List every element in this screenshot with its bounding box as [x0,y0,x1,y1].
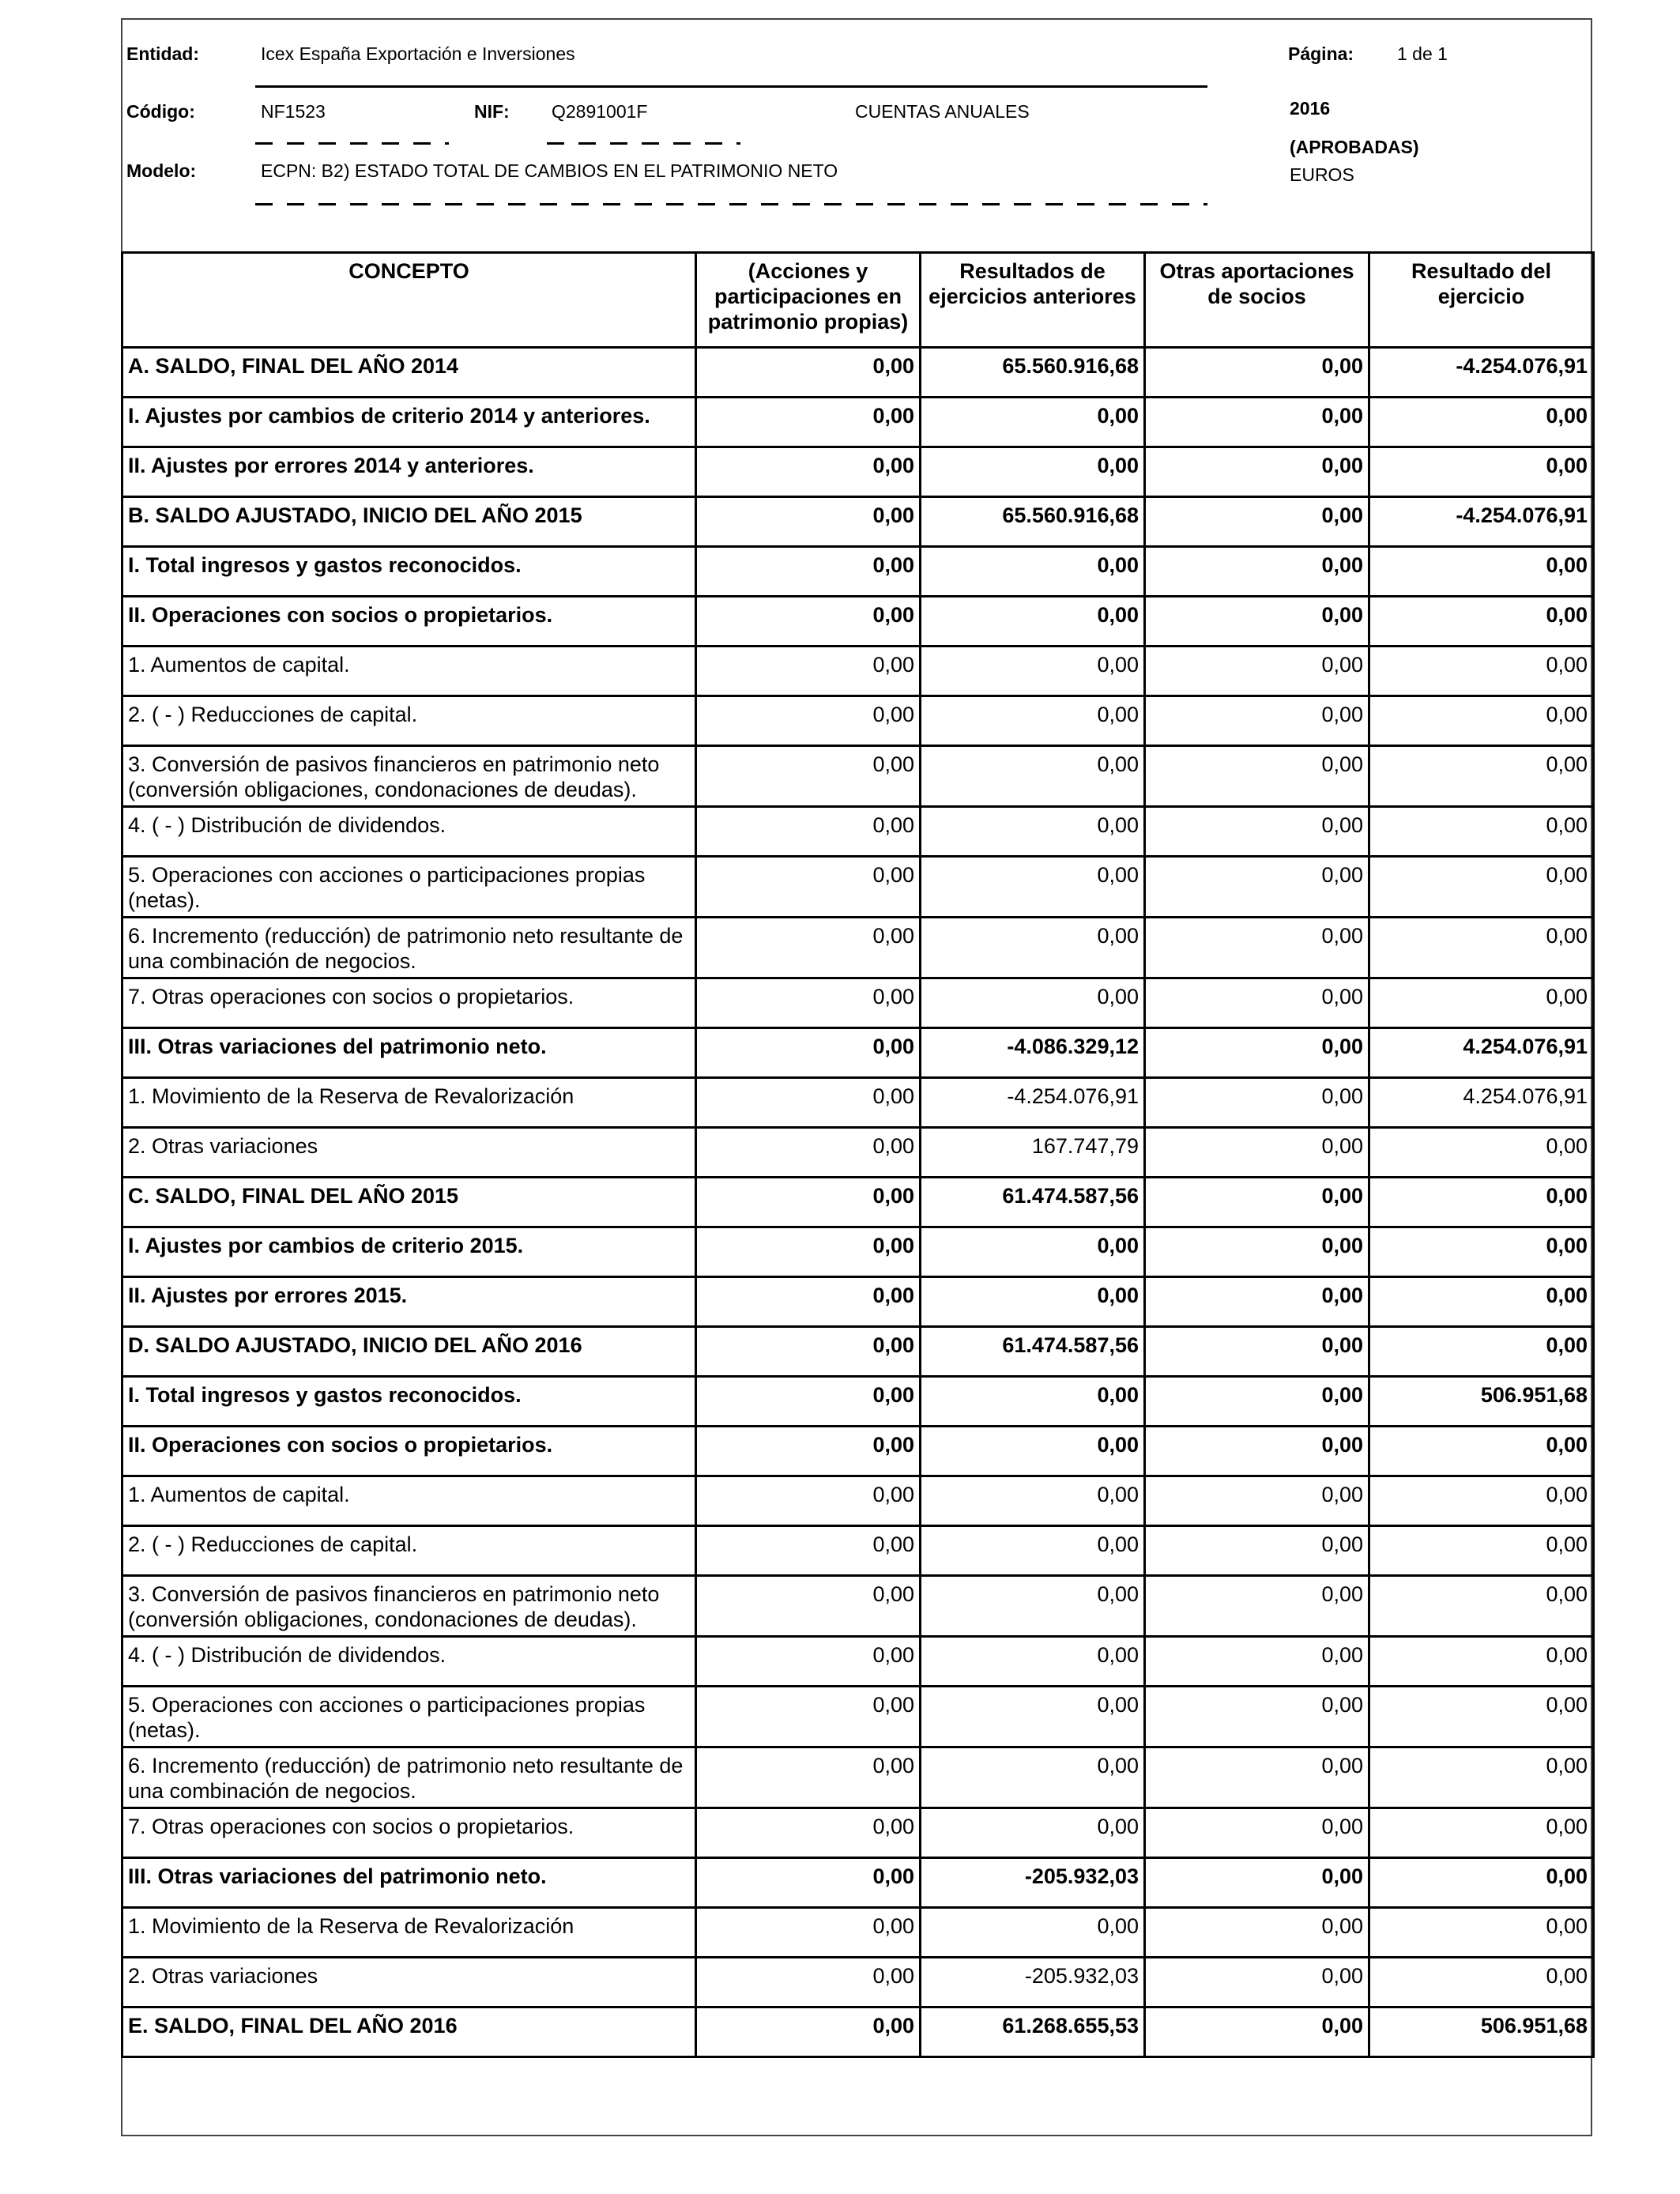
resultado-ejercicio-cell: -4.254.076,91 [1369,497,1594,547]
concepto-cell: 7. Otras operaciones con socios o propietarios. [122,978,696,1028]
acciones-cell: 0,00 [696,398,921,447]
pagina-value: 1 de 1 [1397,43,1448,64]
otras-aportaciones-cell: 0,00 [1145,696,1369,746]
table-row [122,348,1594,398]
otras-aportaciones-cell: 0,00 [1145,2007,1369,2057]
table-row [122,447,1594,497]
concepto-cell: D. SALDO AJUSTADO, INICIO DEL AÑO 2016 [122,1327,696,1377]
resultados-anteriores-cell: 0,00 [921,807,1145,857]
otras-aportaciones-cell: 0,00 [1145,1858,1369,1908]
table-row [122,1028,1594,1078]
table-row [122,547,1594,597]
resultado-ejercicio-cell: 0,00 [1369,918,1594,978]
concepto-cell: III. Otras variaciones del patrimonio neto. [122,1028,696,1078]
otras-aportaciones-cell: 0,00 [1145,1128,1369,1178]
resultado-ejercicio-cell: 0,00 [1369,1476,1594,1526]
acciones-cell: 0,00 [696,1576,921,1637]
resultados-anteriores-cell: 0,00 [921,1526,1145,1576]
otras-aportaciones-cell: 0,00 [1145,857,1369,918]
resultados-anteriores-cell: 0,00 [921,857,1145,918]
resultados-anteriores-cell: 0,00 [921,1687,1145,1747]
table-row [122,1747,1594,1808]
table-row [122,1476,1594,1526]
acciones-cell: 0,00 [696,1078,921,1128]
table-row [122,696,1594,746]
resultado-ejercicio-cell: 0,00 [1369,447,1594,497]
resultado-ejercicio-cell: 0,00 [1369,1427,1594,1476]
acciones-cell: 0,00 [696,1178,921,1227]
header-otras-aportaciones: Otras aportaciones de socios [1145,253,1369,348]
resultados-anteriores-cell: 61.268.655,53 [921,2007,1145,2057]
concepto-cell: 2. Otras variaciones [122,1128,696,1178]
concepto-cell: 6. Incremento (reducción) de patrimonio neto resultante de una combinación de negocios. [122,918,696,978]
acciones-cell: 0,00 [696,1637,921,1687]
acciones-cell: 0,00 [696,1476,921,1526]
concepto-cell: 6. Incremento (reducción) de patrimonio neto resultante de una combinación de negocios. [122,1747,696,1808]
resultados-anteriores-cell: -205.932,03 [921,1958,1145,2007]
resultados-anteriores-cell: 0,00 [921,746,1145,807]
codigo-label: Código: [126,101,195,122]
table-row [122,1526,1594,1576]
resultado-ejercicio-cell: 0,00 [1369,978,1594,1028]
acciones-cell: 0,00 [696,857,921,918]
otras-aportaciones-cell: 0,00 [1145,918,1369,978]
otras-aportaciones-cell: 0,00 [1145,1427,1369,1476]
resultados-anteriores-cell: 0,00 [921,1808,1145,1858]
otras-aportaciones-cell: 0,00 [1145,1747,1369,1808]
otras-aportaciones-cell: 0,00 [1145,1277,1369,1327]
resultado-ejercicio-cell: 4.254.076,91 [1369,1028,1594,1078]
acciones-cell: 0,00 [696,647,921,696]
otras-aportaciones-cell: 0,00 [1145,1958,1369,2007]
modelo-label: Modelo: [126,160,197,181]
resultados-anteriores-cell: 0,00 [921,1476,1145,1526]
otras-aportaciones-cell: 0,00 [1145,647,1369,696]
resultados-anteriores-cell: 0,00 [921,547,1145,597]
acciones-cell: 0,00 [696,1028,921,1078]
table-row [122,1576,1594,1637]
concepto-cell: 2. ( - ) Reducciones de capital. [122,696,696,746]
acciones-cell: 0,00 [696,1427,921,1476]
otras-aportaciones-cell: 0,00 [1145,447,1369,497]
table-row [122,1128,1594,1178]
resultados-anteriores-cell: 61.474.587,56 [921,1327,1145,1377]
concepto-cell: 3. Conversión de pasivos financieros en patrimonio neto (conversión obligaciones, condonaciones de deudas). [122,746,696,807]
resultado-ejercicio-cell: 506.951,68 [1369,2007,1594,2057]
otras-aportaciones-cell: 0,00 [1145,1908,1369,1958]
doc-type: CUENTAS ANUALES [855,101,1030,122]
resultado-ejercicio-cell: 0,00 [1369,1808,1594,1858]
resultados-anteriores-cell: 0,00 [921,978,1145,1028]
resultados-anteriores-cell: 0,00 [921,647,1145,696]
concepto-cell: 1. Movimiento de la Reserva de Revalorización [122,1908,696,1958]
resultado-ejercicio-cell: 0,00 [1369,1277,1594,1327]
table-row [122,1327,1594,1377]
resultado-ejercicio-cell: 0,00 [1369,857,1594,918]
currency: EUROS [1290,164,1354,185]
table-row [122,647,1594,696]
resultados-anteriores-cell: 0,00 [921,1747,1145,1808]
resultado-ejercicio-cell: 0,00 [1369,1747,1594,1808]
resultado-ejercicio-cell: 0,00 [1369,547,1594,597]
concepto-cell: A. SALDO, FINAL DEL AÑO 2014 [122,348,696,398]
resultados-anteriores-cell: -4.086.329,12 [921,1028,1145,1078]
concepto-cell: III. Otras variaciones del patrimonio neto. [122,1858,696,1908]
resultados-anteriores-cell: 0,00 [921,696,1145,746]
table-row [122,497,1594,547]
resultado-ejercicio-cell: 0,00 [1369,647,1594,696]
concepto-cell: 2. Otras variaciones [122,1958,696,2007]
table-row [122,1178,1594,1227]
acciones-cell: 0,00 [696,1808,921,1858]
table-row [122,1858,1594,1908]
acciones-cell: 0,00 [696,1526,921,1576]
acciones-cell: 0,00 [696,1687,921,1747]
resultados-anteriores-cell: -205.932,03 [921,1858,1145,1908]
resultado-ejercicio-cell: 0,00 [1369,807,1594,857]
resultado-ejercicio-cell: 0,00 [1369,597,1594,647]
resultado-ejercicio-cell: 0,00 [1369,746,1594,807]
resultado-ejercicio-cell: 0,00 [1369,1576,1594,1637]
concepto-cell: I. Total ingresos y gastos reconocidos. [122,547,696,597]
status: (APROBADAS) [1290,137,1419,157]
acciones-cell: 0,00 [696,1858,921,1908]
nif-label: NIF: [474,101,510,122]
table-row [122,1227,1594,1277]
table-row [122,2007,1594,2057]
otras-aportaciones-cell: 0,00 [1145,348,1369,398]
otras-aportaciones-cell: 0,00 [1145,1687,1369,1747]
resultado-ejercicio-cell: 506.951,68 [1369,1377,1594,1427]
acciones-cell: 0,00 [696,597,921,647]
resultado-ejercicio-cell: 0,00 [1369,1687,1594,1747]
table-row [122,978,1594,1028]
concepto-cell: 5. Operaciones con acciones o participaciones propias (netas). [122,1687,696,1747]
codigo-value: NF1523 [261,101,326,122]
acciones-cell: 0,00 [696,1327,921,1377]
resultados-anteriores-cell: 0,00 [921,1377,1145,1427]
resultado-ejercicio-cell: 0,00 [1369,1858,1594,1908]
resultados-anteriores-cell: 0,00 [921,1637,1145,1687]
otras-aportaciones-cell: 0,00 [1145,1078,1369,1128]
resultados-anteriores-cell: 167.747,79 [921,1128,1145,1178]
pagina-label: Página: [1288,43,1354,64]
year: 2016 [1290,98,1331,119]
acciones-cell: 0,00 [696,1227,921,1277]
acciones-cell: 0,00 [696,696,921,746]
concepto-cell: I. Total ingresos y gastos reconocidos. [122,1377,696,1427]
otras-aportaciones-cell: 0,00 [1145,1808,1369,1858]
resultados-anteriores-cell: 0,00 [921,1227,1145,1277]
acciones-cell: 0,00 [696,1377,921,1427]
acciones-cell: 0,00 [696,547,921,597]
resultado-ejercicio-cell: 0,00 [1369,1178,1594,1227]
codigo-underline [255,142,449,145]
resultado-ejercicio-cell: 0,00 [1369,1327,1594,1377]
entidad-label: Entidad: [126,43,199,64]
nif-underline [547,142,740,145]
table-row [122,1637,1594,1687]
resultados-anteriores-cell: 61.474.587,56 [921,1178,1145,1227]
resultado-ejercicio-cell: 0,00 [1369,696,1594,746]
otras-aportaciones-cell: 0,00 [1145,746,1369,807]
acciones-cell: 0,00 [696,348,921,398]
table-row [122,398,1594,447]
otras-aportaciones-cell: 0,00 [1145,1178,1369,1227]
concepto-cell: 4. ( - ) Distribución de dividendos. [122,1637,696,1687]
resultados-anteriores-cell: 0,00 [921,1576,1145,1637]
acciones-cell: 0,00 [696,447,921,497]
concepto-cell: 1. Aumentos de capital. [122,647,696,696]
otras-aportaciones-cell: 0,00 [1145,807,1369,857]
concepto-cell: II. Operaciones con socios o propietarios. [122,597,696,647]
acciones-cell: 0,00 [696,807,921,857]
resultados-anteriores-cell: 0,00 [921,597,1145,647]
concepto-cell: 4. ( - ) Distribución de dividendos. [122,807,696,857]
concepto-cell: B. SALDO AJUSTADO, INICIO DEL AÑO 2015 [122,497,696,547]
resultados-anteriores-cell: 0,00 [921,1908,1145,1958]
acciones-cell: 0,00 [696,978,921,1028]
concepto-cell: II. Ajustes por errores 2014 y anteriores. [122,447,696,497]
resultados-anteriores-cell: -4.254.076,91 [921,1078,1145,1128]
resultado-ejercicio-cell: 0,00 [1369,1128,1594,1178]
resultados-anteriores-cell: 0,00 [921,1427,1145,1476]
acciones-cell: 0,00 [696,1958,921,2007]
concepto-cell: 1. Movimiento de la Reserva de Revalorización [122,1078,696,1128]
concepto-cell: 3. Conversión de pasivos financieros en patrimonio neto (conversión obligaciones, condonaciones de deudas). [122,1576,696,1637]
table-row [122,1078,1594,1128]
otras-aportaciones-cell: 0,00 [1145,398,1369,447]
concepto-cell: 2. ( - ) Reducciones de capital. [122,1526,696,1576]
table-row [122,918,1594,978]
resultado-ejercicio-cell: 0,00 [1369,398,1594,447]
table-row [122,857,1594,918]
table-header-row [122,253,1594,348]
table-row [122,1687,1594,1747]
header-acciones: (Acciones y participaciones en patrimonio propias) [696,253,921,348]
resultado-ejercicio-cell: -4.254.076,91 [1369,348,1594,398]
resultado-ejercicio-cell: 0,00 [1369,1227,1594,1277]
entidad-value: Icex España Exportación e Inversiones [261,43,575,64]
resultados-anteriores-cell: 0,00 [921,1277,1145,1327]
table-row [122,1377,1594,1427]
modelo-value: ECPN: B2) ESTADO TOTAL DE CAMBIOS EN EL PATRIMONIO NETO [261,160,838,181]
concepto-cell: C. SALDO, FINAL DEL AÑO 2015 [122,1178,696,1227]
table-row [122,746,1594,807]
acciones-cell: 0,00 [696,2007,921,2057]
concepto-cell: 5. Operaciones con acciones o participaciones propias (netas). [122,857,696,918]
concepto-cell: I. Ajustes por cambios de criterio 2015. [122,1227,696,1277]
otras-aportaciones-cell: 0,00 [1145,497,1369,547]
resultado-ejercicio-cell: 0,00 [1369,1908,1594,1958]
concepto-cell: 7. Otras operaciones con socios o propietarios. [122,1808,696,1858]
resultado-ejercicio-cell: 0,00 [1369,1958,1594,2007]
otras-aportaciones-cell: 0,00 [1145,978,1369,1028]
table-row [122,807,1594,857]
table-row [122,1808,1594,1858]
acciones-cell: 0,00 [696,746,921,807]
acciones-cell: 0,00 [696,1747,921,1808]
otras-aportaciones-cell: 0,00 [1145,597,1369,647]
header-resultados-anteriores: Resultados de ejercicios anteriores [921,253,1145,348]
entidad-underline [255,85,1207,88]
resultado-ejercicio-cell: 4.254.076,91 [1369,1078,1594,1128]
resultados-anteriores-cell: 0,00 [921,918,1145,978]
acciones-cell: 0,00 [696,497,921,547]
acciones-cell: 0,00 [696,1277,921,1327]
otras-aportaciones-cell: 0,00 [1145,1377,1369,1427]
equity-changes-table [121,251,1595,2057]
otras-aportaciones-cell: 0,00 [1145,1637,1369,1687]
concepto-cell: II. Ajustes por errores 2015. [122,1277,696,1327]
resultados-anteriores-cell: 0,00 [921,398,1145,447]
concepto-cell: 1. Aumentos de capital. [122,1476,696,1526]
resultado-ejercicio-cell: 0,00 [1369,1637,1594,1687]
otras-aportaciones-cell: 0,00 [1145,1227,1369,1277]
concepto-cell: II. Operaciones con socios o propietarios. [122,1427,696,1476]
resultados-anteriores-cell: 65.560.916,68 [921,348,1145,398]
concepto-cell: I. Ajustes por cambios de criterio 2014 y anteriores. [122,398,696,447]
acciones-cell: 0,00 [696,918,921,978]
table-row [122,1427,1594,1476]
modelo-underline [255,203,1207,205]
table-row [122,1277,1594,1327]
concepto-cell: E. SALDO, FINAL DEL AÑO 2016 [122,2007,696,2057]
table-row [122,1908,1594,1958]
header-concepto: CONCEPTO [122,253,696,348]
otras-aportaciones-cell: 0,00 [1145,1576,1369,1637]
acciones-cell: 0,00 [696,1908,921,1958]
nif-value: Q2891001F [552,101,648,122]
resultados-anteriores-cell: 0,00 [921,447,1145,497]
acciones-cell: 0,00 [696,1128,921,1178]
resultados-anteriores-cell: 65.560.916,68 [921,497,1145,547]
table-row [122,597,1594,647]
table-row [122,1958,1594,2007]
otras-aportaciones-cell: 0,00 [1145,1526,1369,1576]
otras-aportaciones-cell: 0,00 [1145,547,1369,597]
otras-aportaciones-cell: 0,00 [1145,1476,1369,1526]
header-resultado-ejercicio: Resultado del ejercicio [1369,253,1594,348]
resultado-ejercicio-cell: 0,00 [1369,1526,1594,1576]
otras-aportaciones-cell: 0,00 [1145,1028,1369,1078]
otras-aportaciones-cell: 0,00 [1145,1327,1369,1377]
